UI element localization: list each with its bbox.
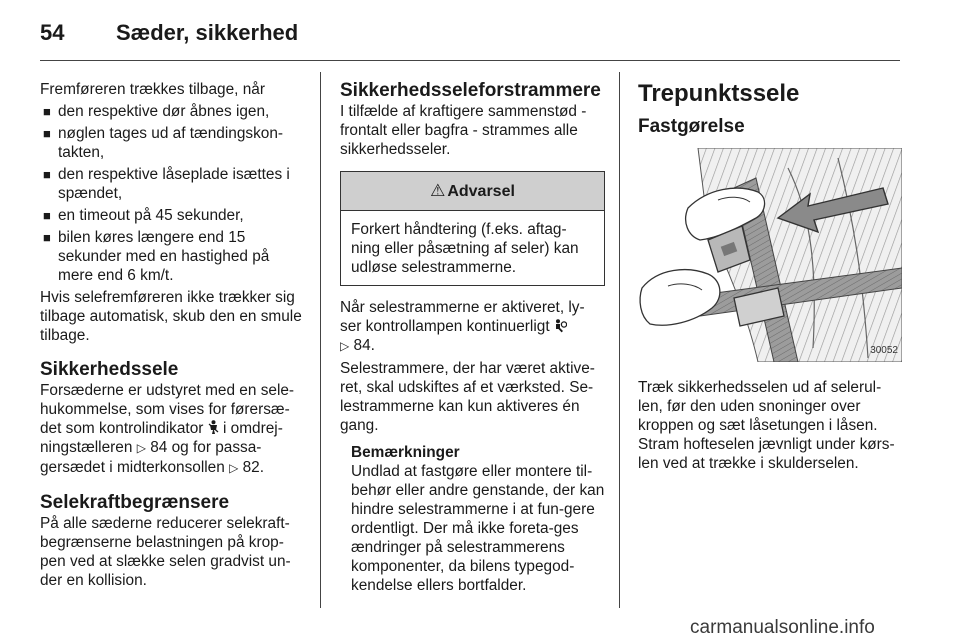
list-item <box>40 228 306 285</box>
column-divider-2 <box>619 72 620 608</box>
warning-text: Forkert håndtering (f.eks. aftag-ning eller påsætning af seler) kan udløse selestrammerne. <box>351 221 579 276</box>
heading-fastgoerelse: Fastgørelse <box>638 116 745 137</box>
bullet-icon: ■ <box>43 208 51 223</box>
text-fragment: Når selestrammerne er aktiveret, ly-ser kontrollampen kontinuerligt <box>340 299 585 335</box>
list-item <box>40 206 306 225</box>
page-ref[interactable]: 84. <box>353 337 375 354</box>
page-title: Sæder, sikkerhed <box>116 20 299 45</box>
note-block <box>351 443 605 595</box>
text-fragment: og for passa-gersædet i midterkonsollen <box>40 439 262 476</box>
replacement-text: Selestrammere, der har været aktive-ret, skal udskiftes af et værksted. Se-lestrammerne kan kun aktiveres én gang. <box>340 360 595 434</box>
warning-box <box>340 171 605 286</box>
bullet-icon: ■ <box>43 167 51 182</box>
heading-seleforstrammere: Sikkerhedsseleforstrammere <box>340 80 601 101</box>
list-item <box>40 165 306 203</box>
list-item-text: den respektive dør åbnes igen, <box>58 103 270 120</box>
list-item <box>40 124 306 162</box>
column-middle <box>340 80 605 595</box>
list-item-text: bilen køres længere end 15 sekunder med en hastighed på mere end 6 km/t. <box>58 229 270 284</box>
fastening-text: Træk sikkerhedsselen ud af selerul-len, før den uden snoninger over kroppen og sæt låsetungen i låsen. Stram hofteselen jævnligt under kørs-len ved at trække i skulderselen. <box>638 379 895 472</box>
seatbelt-reminder-text <box>40 381 306 478</box>
conditions-list <box>40 102 306 285</box>
list-item-text: den respektive låseplade isættes i spændet, <box>58 166 290 202</box>
note-text: Undlad at fastgøre eller montere til-behør eller andre genstande, der kan hindre selestrammerne i at fun-gere ordentligt. Der må ikke foreta-ges ændringer på selestrammerens komponenter, da bilens typegod-kendelse ellers bortfalder. <box>351 463 605 594</box>
column-divider-1 <box>320 72 321 608</box>
list-item-text: nøglen tages ud af tændingskon-takten, <box>58 125 284 161</box>
page-ref[interactable]: 82. <box>242 459 264 476</box>
bullet-icon: ■ <box>43 104 51 119</box>
heading-sikkerhedssele: Sikkerhedssele <box>40 359 179 380</box>
control-lamp-text <box>340 298 605 356</box>
column-left <box>40 80 306 593</box>
seatbelt-icon <box>208 420 219 435</box>
bullet-icon: ■ <box>43 126 51 141</box>
bullet-icon: ■ <box>43 230 51 245</box>
load-limiter-text: På alle sæderne reducerer selekraft-begrænserne belastningen på krop-pen ved at slække selen gradvist un-der en kollision. <box>40 515 291 589</box>
column-right <box>638 80 902 476</box>
warning-header <box>341 172 604 211</box>
warning-title: Advarsel <box>447 183 515 200</box>
warning-icon: ⚠ <box>430 181 446 200</box>
note-title: Bemærkninger <box>351 444 460 461</box>
pretensioner-intro: I tilfælde af kraftigere sammenstød - frontalt eller bagfra - strammes alle sikkerhedsseler. <box>340 103 587 158</box>
intro-text: Fremføreren trækkes tilbage, når <box>40 81 265 98</box>
heading-trepunktssele: Trepunktssele <box>638 80 800 107</box>
page-ref-arrow-icon: ▷ <box>340 339 350 353</box>
text-fragment: i omdrej-ningstælleren <box>40 420 283 456</box>
header-rule <box>40 60 900 61</box>
heading-selekraftbegraensere: Selekraftbegrænsere <box>40 492 230 513</box>
page-ref-arrow-icon: ▷ <box>229 461 239 475</box>
seatbelt-illustration-image <box>638 148 902 362</box>
page-number: 54 <box>40 20 65 45</box>
retract-text: Hvis selefremføreren ikke trækker sig tilbage automatisk, skub den en smule tilbage. <box>40 289 302 344</box>
airbag-warning-icon <box>554 319 567 333</box>
seatbelt-fastening-illustration <box>638 148 902 362</box>
text-fragment: Forsæderne er udstyret med en sele-hukommelse, som vises for førersæ-det som kontrolindikator <box>40 382 295 437</box>
page-ref-arrow-icon: ▷ <box>136 441 146 455</box>
list-item <box>40 102 306 121</box>
list-item-text: en timeout på 45 sekunder, <box>58 207 244 224</box>
figure-code: 30052 <box>870 345 898 356</box>
watermark: carmanualsonline.info <box>690 617 875 638</box>
page-ref[interactable]: 84 <box>150 439 168 456</box>
